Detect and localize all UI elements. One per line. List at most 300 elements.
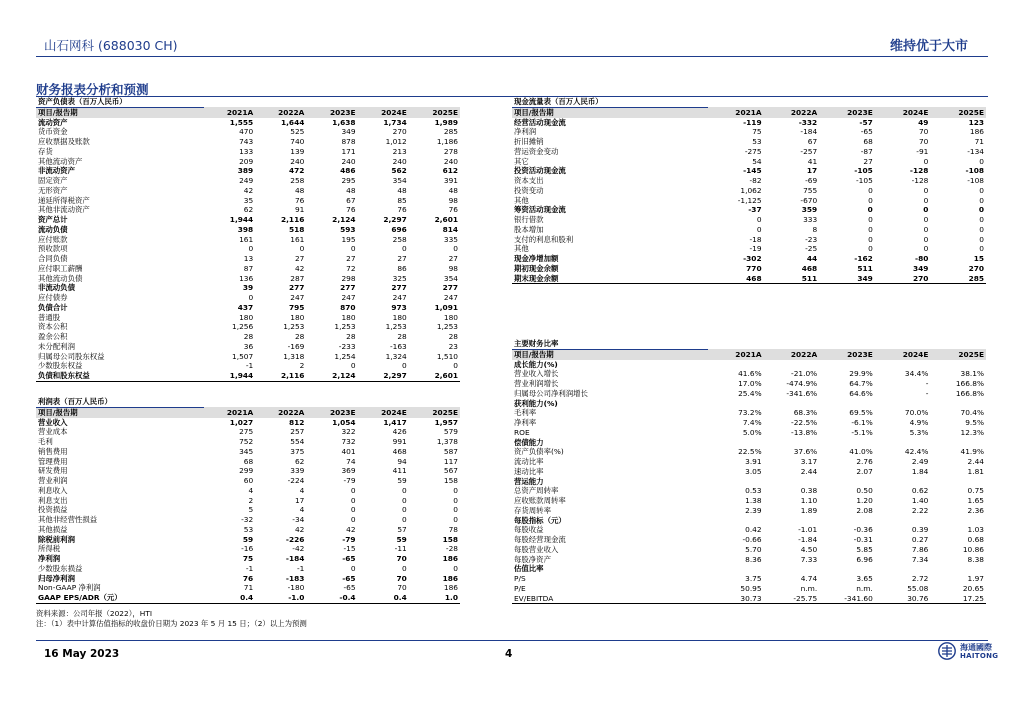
financial-ratios-table bbox=[512, 339, 986, 604]
row-label: 营业利润增长 bbox=[514, 379, 559, 388]
row-value: -87 bbox=[860, 146, 873, 156]
row-value: 375 bbox=[290, 446, 305, 456]
row-value: 0 bbox=[756, 215, 762, 224]
table-row bbox=[36, 235, 460, 245]
row-label: 归属母公司净利润增长 bbox=[514, 388, 588, 398]
row-value: 91 bbox=[294, 205, 305, 215]
row-value: -21.0% bbox=[791, 369, 818, 379]
section-title: 财务报表分析和预测 bbox=[36, 82, 149, 97]
table-row bbox=[512, 525, 986, 535]
report-date: 16 May 2023 bbox=[44, 648, 120, 660]
row-value: 0.4 bbox=[358, 593, 409, 603]
table-row bbox=[512, 496, 986, 506]
row-label: 每股营业收入 bbox=[514, 544, 559, 554]
row-value: 1,253 bbox=[334, 322, 356, 332]
row-label: 净利润 bbox=[38, 554, 61, 563]
row-value: -1 bbox=[245, 361, 254, 371]
row-label: 资本公积 bbox=[38, 322, 68, 332]
row-value: 1,091 bbox=[434, 302, 458, 312]
row-value: 41.6% bbox=[738, 369, 762, 379]
row-label: 期末现金余额 bbox=[512, 274, 708, 284]
table-row bbox=[512, 186, 986, 196]
row-value: 0 bbox=[923, 205, 929, 215]
row-value: 1,253 bbox=[385, 322, 407, 332]
table-row bbox=[36, 371, 460, 381]
row-value: 166.8% bbox=[955, 388, 984, 398]
row-value: -275 bbox=[744, 146, 762, 156]
table-title: 资产负债表（百万人民币） bbox=[36, 97, 204, 107]
row-value: 29.9% bbox=[849, 369, 873, 379]
title-spacer bbox=[930, 339, 986, 349]
row-label: 存货 bbox=[38, 146, 53, 156]
row-label: P/S bbox=[514, 574, 526, 583]
row-value: 354 bbox=[443, 273, 458, 283]
row-value: -341.60 bbox=[819, 594, 875, 604]
row-value: 85 bbox=[397, 195, 407, 205]
row-value: 23 bbox=[448, 341, 458, 351]
table-row bbox=[36, 118, 460, 128]
row-value: 1.20 bbox=[856, 496, 873, 505]
row-label: 盈余公积 bbox=[38, 332, 68, 341]
row-value: 554 bbox=[290, 437, 305, 446]
row-value: -65 bbox=[343, 583, 356, 593]
row-value: 0 bbox=[923, 224, 929, 234]
row-value bbox=[708, 516, 764, 526]
title-spacer bbox=[204, 97, 255, 107]
row-value: 5.0% bbox=[742, 427, 762, 437]
column-header: 2024E bbox=[358, 107, 409, 117]
table-row bbox=[36, 437, 460, 447]
row-value: 1,510 bbox=[436, 351, 458, 361]
row-value: 525 bbox=[290, 127, 305, 137]
balance-sheet-table bbox=[36, 97, 460, 382]
row-value: 277 bbox=[288, 283, 305, 293]
table-row bbox=[36, 486, 460, 496]
row-value: 391 bbox=[443, 176, 458, 185]
row-value: 0 bbox=[350, 244, 356, 254]
row-value: 0.39 bbox=[911, 525, 929, 535]
row-value: 0 bbox=[978, 205, 984, 215]
table-row bbox=[36, 496, 460, 506]
table-header-row bbox=[512, 107, 986, 117]
row-label: 营业收入增长 bbox=[514, 369, 559, 379]
row-value: -1,125 bbox=[737, 195, 762, 205]
title-spacer bbox=[819, 97, 875, 107]
row-value bbox=[819, 516, 875, 526]
row-value: 247 bbox=[290, 293, 305, 302]
row-value: 87 bbox=[243, 263, 254, 273]
table-row bbox=[36, 352, 460, 362]
row-value: 64.6% bbox=[849, 388, 873, 398]
row-value: 48 bbox=[294, 185, 305, 195]
row-value: 48 bbox=[346, 185, 356, 195]
row-value: 76 bbox=[294, 195, 305, 205]
column-header: 2023E bbox=[819, 349, 875, 359]
row-value: 35 bbox=[243, 195, 254, 205]
row-value: 579 bbox=[443, 427, 458, 437]
table-row bbox=[36, 147, 460, 157]
row-value: 0 bbox=[979, 244, 984, 254]
row-value: 612 bbox=[442, 166, 458, 176]
row-value: 1.84 bbox=[911, 466, 929, 476]
row-value: 62 bbox=[294, 456, 305, 466]
footer-divider bbox=[36, 640, 988, 641]
column-header: 2022A bbox=[764, 349, 820, 359]
table-title: 主要财务比率 bbox=[512, 339, 708, 349]
row-value: 257 bbox=[290, 427, 305, 437]
row-value: 60 bbox=[243, 476, 254, 485]
row-value: 78 bbox=[448, 524, 458, 534]
row-value: 0 bbox=[979, 215, 984, 224]
row-value: 0 bbox=[453, 361, 458, 371]
row-label: 净利润 bbox=[514, 127, 537, 137]
row-value: 180 bbox=[443, 312, 458, 322]
row-value: 0 bbox=[402, 485, 407, 495]
row-value: 258 bbox=[290, 176, 305, 185]
row-value: 814 bbox=[442, 224, 458, 234]
row-value: -69 bbox=[805, 176, 818, 185]
row-value: 73.2% bbox=[738, 408, 762, 418]
row-value: 240 bbox=[392, 156, 407, 166]
title-spacer bbox=[358, 397, 409, 407]
row-value: n.m. bbox=[856, 583, 873, 593]
row-value: 349 bbox=[912, 263, 929, 273]
row-value: 4.9% bbox=[909, 418, 929, 427]
table-row bbox=[512, 535, 986, 545]
table-row bbox=[36, 332, 460, 342]
title-spacer bbox=[255, 97, 306, 107]
row-value bbox=[875, 399, 931, 409]
row-value: -22.5% bbox=[791, 418, 818, 427]
row-value: 562 bbox=[391, 166, 407, 176]
row-value: -37 bbox=[748, 205, 762, 215]
row-value: 1,944 bbox=[229, 215, 254, 224]
column-header: 2023E bbox=[819, 107, 875, 117]
row-value: 1,957 bbox=[434, 417, 458, 427]
row-value: 123 bbox=[968, 117, 984, 127]
row-value: 0.75 bbox=[967, 486, 984, 496]
table-row bbox=[36, 574, 460, 584]
row-value: -15 bbox=[343, 544, 356, 554]
column-header-label: 项目/报告期 bbox=[512, 107, 708, 117]
row-value: -11 bbox=[394, 544, 407, 554]
row-value: 94 bbox=[397, 456, 407, 466]
header-divider bbox=[36, 56, 988, 57]
row-value: -226 bbox=[285, 534, 305, 544]
row-value: 0 bbox=[350, 563, 356, 573]
table-row bbox=[36, 525, 460, 535]
row-value bbox=[875, 516, 931, 526]
row-label: 存货周转率 bbox=[514, 505, 551, 515]
table-row bbox=[512, 166, 986, 176]
row-value bbox=[819, 399, 875, 409]
table-row bbox=[36, 244, 460, 254]
logo-text-cn: 海通國際 bbox=[960, 643, 992, 652]
row-value: -65 bbox=[860, 127, 873, 137]
table-row bbox=[512, 176, 986, 186]
column-header: 2021A bbox=[204, 407, 255, 417]
row-value: 1,324 bbox=[385, 351, 407, 361]
column-header: 2025E bbox=[409, 107, 460, 117]
row-value: 28 bbox=[243, 332, 254, 341]
row-value: -162 bbox=[854, 254, 873, 263]
row-value: 1,027 bbox=[229, 417, 254, 427]
row-value: -0.36 bbox=[853, 525, 873, 535]
table-row bbox=[36, 137, 460, 147]
table-row bbox=[36, 166, 460, 176]
column-header: 2025E bbox=[930, 107, 986, 117]
table-row bbox=[512, 477, 986, 487]
row-value: 0 bbox=[248, 244, 254, 254]
row-value: 0.53 bbox=[745, 486, 762, 496]
row-value: -23 bbox=[805, 234, 818, 244]
row-value bbox=[930, 477, 986, 487]
row-value: 349 bbox=[819, 274, 875, 284]
column-header: 2021A bbox=[708, 349, 764, 359]
row-value: 2.22 bbox=[911, 505, 929, 515]
row-value: 812 bbox=[288, 417, 305, 427]
row-value: 1,989 bbox=[434, 117, 458, 127]
row-label: 其它 bbox=[514, 156, 529, 166]
row-value bbox=[708, 564, 764, 574]
row-value: 17 bbox=[294, 495, 305, 505]
source-note: 资料来源：公司年报（2022），HTI bbox=[36, 609, 153, 618]
table-row bbox=[512, 428, 986, 438]
row-label: 营运能力 bbox=[514, 476, 544, 486]
row-value: 0 bbox=[350, 485, 356, 495]
row-value: 70 bbox=[918, 137, 929, 146]
row-value: -108 bbox=[965, 166, 984, 176]
row-value: 17.25 bbox=[930, 594, 986, 604]
row-value: 0 bbox=[923, 156, 929, 166]
row-value: 743 bbox=[239, 137, 254, 146]
row-label: 利息收入 bbox=[38, 485, 68, 495]
table-row bbox=[36, 447, 460, 457]
row-value: -670 bbox=[800, 195, 818, 205]
title-spacer bbox=[204, 397, 255, 407]
row-value: 195 bbox=[341, 234, 356, 244]
row-value: 991 bbox=[392, 437, 407, 446]
row-value: -82 bbox=[749, 176, 762, 185]
row-value: 1.65 bbox=[967, 496, 984, 505]
row-value: 0 bbox=[756, 224, 762, 234]
row-value: 27 bbox=[346, 254, 356, 263]
row-value: 213 bbox=[392, 146, 407, 156]
row-value bbox=[764, 516, 820, 526]
row-value: 285 bbox=[443, 127, 458, 137]
table-row bbox=[512, 447, 986, 457]
row-value: 0 bbox=[453, 244, 458, 254]
row-value: 42 bbox=[294, 263, 305, 273]
row-value: 287 bbox=[290, 273, 305, 283]
row-value bbox=[764, 477, 820, 487]
row-value: 42 bbox=[346, 524, 356, 534]
row-value: -25 bbox=[805, 244, 818, 254]
haitong-logo-icon bbox=[938, 642, 956, 660]
row-value bbox=[708, 360, 764, 370]
table-row bbox=[36, 274, 460, 284]
row-value: 22.5% bbox=[738, 447, 762, 457]
row-value: -233 bbox=[338, 341, 356, 351]
row-value: 28 bbox=[397, 332, 407, 341]
row-value: 275 bbox=[239, 427, 254, 437]
table-row bbox=[512, 506, 986, 516]
row-value: 2.39 bbox=[745, 505, 762, 515]
table-row bbox=[512, 118, 986, 128]
column-header: 2022A bbox=[764, 107, 820, 117]
row-label: 其他 bbox=[514, 244, 529, 254]
row-label: 利息支出 bbox=[38, 495, 68, 505]
table-row bbox=[36, 303, 460, 313]
row-value: 28 bbox=[448, 332, 458, 341]
row-label: Non-GAAP 净利润 bbox=[38, 583, 101, 593]
row-value: 59 bbox=[242, 534, 254, 544]
table-row bbox=[36, 283, 460, 293]
column-header: 2021A bbox=[708, 107, 764, 117]
row-value: 0.38 bbox=[800, 486, 818, 496]
row-value: 27 bbox=[863, 156, 873, 166]
row-value bbox=[819, 438, 875, 448]
row-value: 38.1% bbox=[960, 369, 984, 379]
footnotes bbox=[36, 609, 307, 629]
row-value: 8.38 bbox=[967, 554, 984, 564]
row-label: 现金净增加额 bbox=[514, 254, 559, 263]
row-value: 15 bbox=[973, 254, 984, 263]
row-value: 4 bbox=[299, 485, 305, 495]
row-value: 8.36 bbox=[745, 554, 762, 564]
row-value: 69.5% bbox=[849, 408, 873, 418]
table-title-row bbox=[36, 97, 460, 107]
title-spacer bbox=[409, 397, 460, 407]
row-label: 营业收入 bbox=[38, 417, 68, 427]
row-value: 0 bbox=[979, 224, 984, 234]
row-value: 70 bbox=[918, 127, 929, 137]
column-header: 2021A bbox=[204, 107, 255, 117]
row-value: -13.8% bbox=[791, 427, 818, 437]
row-value: 41.9% bbox=[960, 447, 984, 457]
row-label: 每股净资产 bbox=[514, 554, 551, 564]
row-value: -19 bbox=[749, 244, 762, 254]
table-row bbox=[36, 361, 460, 371]
logo-text-en: HAITONG bbox=[960, 652, 999, 660]
row-value: 0 bbox=[923, 244, 929, 254]
row-label: 毛利率 bbox=[514, 408, 537, 418]
row-label: 每股收益 bbox=[514, 525, 544, 535]
row-value bbox=[875, 438, 931, 448]
row-value: 25.4% bbox=[738, 388, 762, 398]
row-label: 应付账款 bbox=[38, 234, 68, 244]
row-value: 36 bbox=[243, 341, 254, 351]
row-label: 营业成本 bbox=[38, 427, 68, 437]
row-value: -1.01 bbox=[798, 525, 818, 535]
row-value: 567 bbox=[443, 466, 458, 476]
row-value: -25.75 bbox=[764, 594, 820, 604]
row-label: 经营活动现金流 bbox=[514, 117, 566, 127]
table-row bbox=[36, 313, 460, 323]
income-statement-table bbox=[36, 397, 460, 604]
row-value: 3.05 bbox=[745, 466, 762, 476]
row-value: 468 bbox=[392, 446, 407, 456]
title-spacer bbox=[306, 97, 357, 107]
row-value: -105 bbox=[854, 166, 873, 176]
row-value: -180 bbox=[287, 583, 305, 593]
row-value: 186 bbox=[442, 573, 458, 583]
row-value: 247 bbox=[443, 293, 458, 302]
table-row bbox=[36, 505, 460, 515]
row-value: -169 bbox=[287, 341, 305, 351]
row-value: 270 bbox=[875, 274, 931, 284]
row-label: 其他流动负债 bbox=[38, 273, 83, 283]
row-value: -0.31 bbox=[853, 535, 873, 544]
table-header-row bbox=[36, 407, 460, 417]
row-value: 4 bbox=[299, 505, 305, 515]
row-value: -1.0 bbox=[255, 593, 306, 603]
table-row bbox=[512, 244, 986, 254]
row-value: 54 bbox=[752, 156, 762, 166]
row-value: 0.42 bbox=[745, 525, 762, 535]
table-row bbox=[512, 399, 986, 409]
row-value: 186 bbox=[969, 127, 984, 137]
row-value: 166.8% bbox=[955, 379, 984, 388]
row-label: 少数股东损益 bbox=[38, 563, 83, 573]
table-row bbox=[512, 516, 986, 526]
row-value: 158 bbox=[442, 534, 458, 544]
row-value: 0 bbox=[453, 495, 458, 505]
row-value: 4.50 bbox=[800, 544, 818, 554]
row-value: 0 bbox=[923, 215, 929, 224]
row-value: 2,124 bbox=[332, 215, 356, 224]
row-value: 2,601 bbox=[434, 215, 458, 224]
row-value: 0 bbox=[402, 361, 407, 371]
row-label: 合同负债 bbox=[38, 254, 68, 263]
row-label: 普通股 bbox=[38, 312, 61, 322]
row-value: 339 bbox=[290, 466, 305, 476]
row-value: 0 bbox=[350, 361, 356, 371]
table-row bbox=[512, 127, 986, 137]
row-value: -91 bbox=[916, 146, 929, 156]
row-value: -145 bbox=[743, 166, 762, 176]
row-value: 593 bbox=[340, 224, 356, 234]
row-value: 158 bbox=[443, 476, 458, 485]
row-value: 117 bbox=[443, 456, 458, 466]
row-value: 44 bbox=[806, 254, 818, 263]
row-value: 2.36 bbox=[967, 505, 984, 515]
row-label: 营业利润 bbox=[38, 476, 68, 485]
row-value: 247 bbox=[341, 293, 356, 302]
row-value: 62 bbox=[243, 205, 254, 215]
row-value bbox=[819, 360, 875, 370]
row-value: -28 bbox=[445, 544, 458, 554]
row-label: 净利率 bbox=[514, 418, 537, 427]
row-value: 369 bbox=[341, 466, 356, 476]
row-value: 9.5% bbox=[965, 418, 984, 427]
row-value: -183 bbox=[285, 573, 305, 583]
row-value: 0 bbox=[402, 495, 407, 505]
row-value: - bbox=[925, 388, 929, 398]
row-value: 7.33 bbox=[800, 554, 818, 564]
table-row bbox=[36, 457, 460, 467]
table-row bbox=[512, 147, 986, 157]
row-value: -134 bbox=[967, 146, 984, 156]
row-value: 0 bbox=[350, 495, 356, 505]
row-label: 流动资产 bbox=[38, 117, 68, 127]
column-header: 2024E bbox=[358, 407, 409, 417]
row-value: 1,253 bbox=[283, 322, 305, 332]
row-value: 48 bbox=[397, 185, 407, 195]
table-row bbox=[512, 389, 986, 399]
row-value: 70.0% bbox=[904, 408, 929, 418]
title-spacer bbox=[819, 339, 875, 349]
